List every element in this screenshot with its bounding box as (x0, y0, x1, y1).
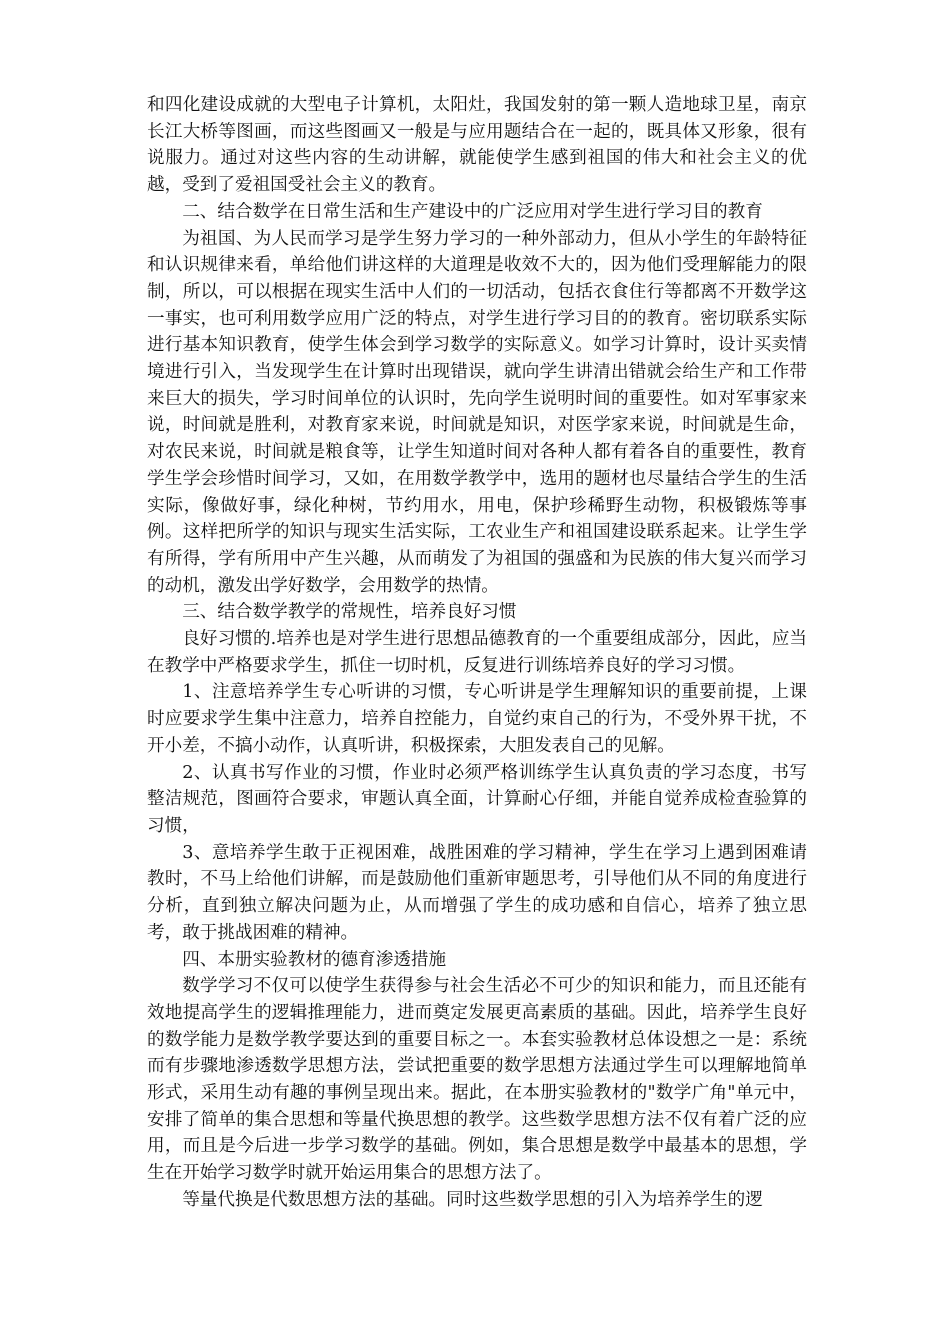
paragraph-continuation: 和四化建设成就的大型电子计算机，太阳灶，我国发射的第一颗人造地球卫星，南京长江大桥等图画，而这些图画又一般是与应用题结合在一起的，既具体又形象，很有说服力。通过对这些内容的生动讲解，就能使学生感到祖国的伟大和社会主义的优越，受到了爱祖国受社会主义的教育。 (147, 95, 807, 196)
section-heading-4: 四、本册实验教材的德育渗透措施 (182, 949, 447, 970)
paragraph: 为祖国、为人民而学习是学生努力学习的一种外部动力，但从小学生的年龄特征和认识规律来看，单给他们讲这样的大道理是收效不大的，因为他们受理解能力的限制，所以，可以根据在现实生活中人们的一切活动，包括衣食住行等都离不开数学这一事实，也可利用数学应用广泛的特点，对学生进行学习目的的教育。密切联系实际进行基本知识教育，使学生体会到学习数学的实际意义。如学习计算时，设计买卖情境进行引入，当发现学生在计算时出现错误，就向学生讲清出错就会给生产和工作带来巨大的损失，学习时间单位的认识时，先向学生说明时间的重要性。如对军事家来说，时间就是胜利，对教育家来说，时间就是知识，对医学家来说，时间就是生命，对农民来说，时间就是粮食等，让学生知道时间对各种人都有着各自的重要性，教育学生学会珍惜时间学习，又如，在用数学教学中，选用的题材也尽量结合学生的生活实际，像做好事，绿化种树，节约用水，用电，保护珍稀野生动物，积极锻炼等事例。这样把所学的知识与现实生活实际，工农业生产和祖国建设联系起来。让学生学有所得，学有所用中产生兴趣，从而萌发了为祖国的强盛和为民族的伟大复兴而学习的动机，激发出学好数学，会用数学的热情。 (147, 228, 807, 596)
paragraph-truncated: 等量代换是代数思想方法的基础。同时这些数学思想的引入为培养学生的逻 (182, 1189, 763, 1210)
document-page (147, 92, 807, 1214)
paragraph: 良好习惯的.培养也是对学生进行思想品德教育的一个重要组成部分，因此，应当在教学中严格要求学生，抓住一切时机，反复进行训练培养良好的学习习惯。 (147, 629, 807, 676)
list-item-2: 2、认真书写作业的习惯，作业时必须严格训练学生认真负责的学习态度，书写整洁规范，图画符合要求，审题认真全面，计算耐心仔细，并能自觉养成检查验算的习惯， (147, 762, 807, 836)
paragraph: 数学学习不仅可以使学生获得参与社会生活必不可少的知识和能力，而且还能有效地提高学生的逻辑推理能力，进而奠定发展更高素质的基础。因此，培养学生良好的数学能力是数学教学要达到的重要目标之一。本套实验教材总体设想之一是：系统而有步骤地渗透数学思想方法，尝试把重要的数学思想方法通过学生可以理解地简单形式，采用生动有趣的事例呈现出来。据此，在本册实验教材的"数学广角"单元中，安排了简单的集合思想和等量代换思想的教学。这些数学思想方法不仅有着广泛的应用，而且是今后进一步学习数学的基础。例如，集合思想是数学中最基本的思想，学生在开始学习数学时就开始运用集合的思想方法了。 (147, 976, 807, 1184)
section-heading-2: 二、结合数学在日常生活和生产建设中的广泛应用对学生进行学习目的教育 (182, 201, 763, 222)
section-heading-3: 三、结合数学教学的常规性，培养良好习惯 (182, 602, 517, 623)
list-item-1: 1、注意培养学生专心听讲的习惯，专心听讲是学生理解知识的重要前提，上课时应要求学生集中注意力，培养自控能力，自觉约束自己的行为，不受外界干扰，不开小差，不搞小动作，认真听讲，积极探索，大胆发表自己的见解。 (147, 682, 807, 756)
list-item-3: 3、意培养学生敢于正视困难，战胜困难的学习精神，学生在学习上遇到困难请教时，不马上给他们讲解，而是鼓励他们重新审题思考，引导他们从不同的角度进行分析，直到独立解决问题为止，从而增强了学生的成功感和自信心，培养了独立思考，敢于挑战困难的精神。 (147, 842, 807, 943)
